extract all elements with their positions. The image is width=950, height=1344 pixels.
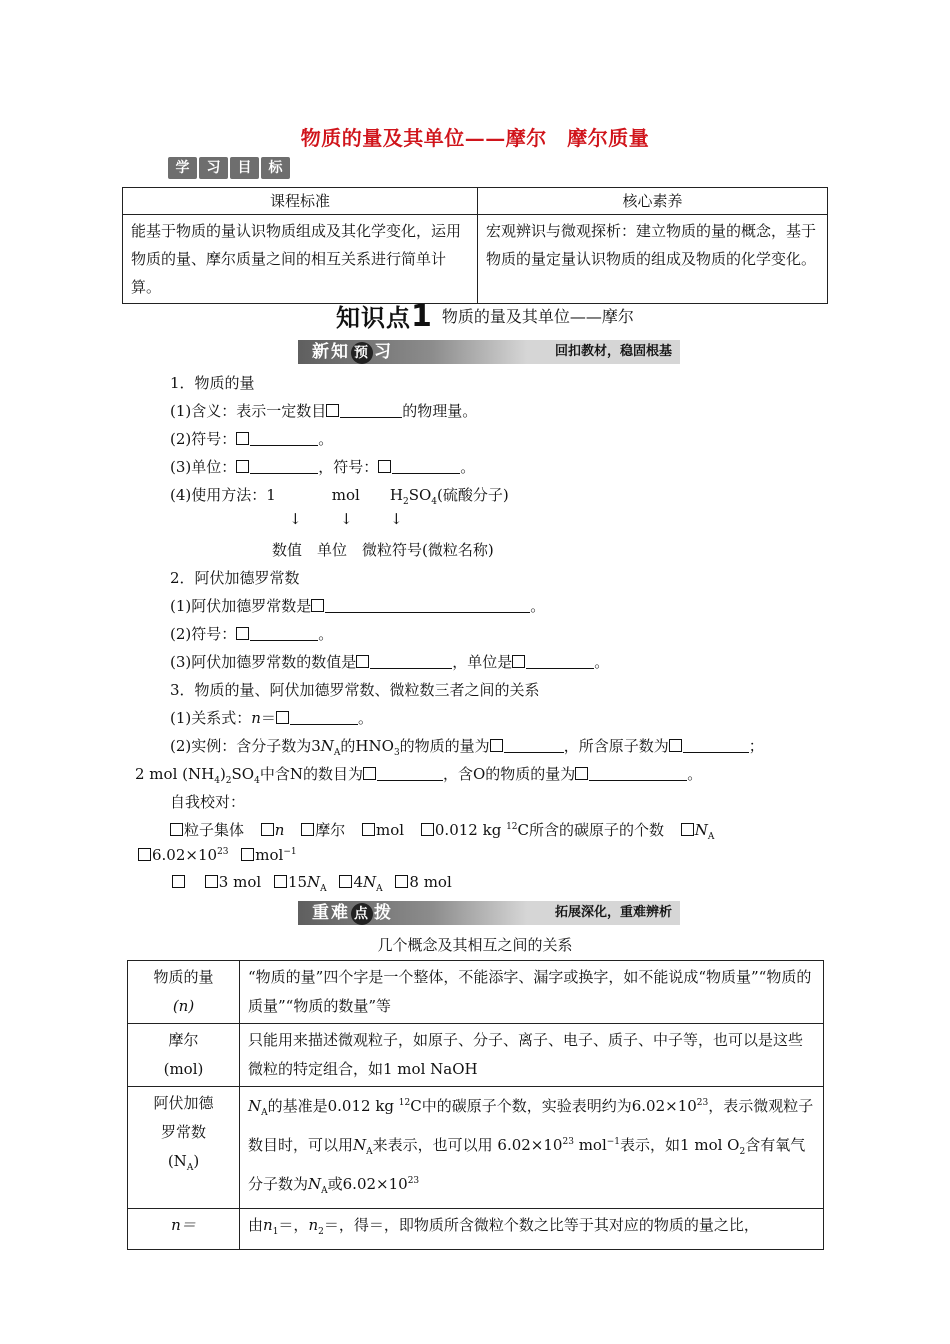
text-line: 2．阿伏加德罗常数: [170, 569, 300, 587]
text: 15: [287, 873, 308, 891]
superscript: −1: [283, 847, 297, 857]
text: N: [694, 821, 708, 839]
text: C中的碳原子个数，实验表明约为6.02×10: [410, 1097, 697, 1115]
text-line: [170, 456, 475, 477]
text: 。: [318, 625, 334, 643]
answer-box-icon: [301, 823, 314, 836]
blank: [370, 653, 452, 669]
knowledge-point-heading: [336, 298, 634, 334]
table-row: [128, 961, 824, 1024]
subscript: 4: [431, 497, 437, 507]
answers-line: [170, 819, 714, 842]
text: 的物理量。: [402, 402, 478, 420]
superscript: 12: [398, 1098, 411, 1108]
text: (4)使用方法：1: [170, 486, 276, 504]
answer-box-icon: [170, 823, 183, 836]
text: 6.02×10: [152, 846, 218, 864]
subscript: A: [320, 884, 327, 894]
text-line: [170, 400, 477, 421]
text: mol: [376, 821, 405, 839]
answer-box-icon: [276, 711, 289, 724]
text: mol: [255, 846, 284, 864]
header-literacy: 核心素养: [478, 188, 828, 215]
text: (2)符号：: [170, 430, 237, 448]
text: 。: [318, 430, 334, 448]
text: 来表示，也可以用 6.02×10: [372, 1136, 563, 1154]
kp-label: 知识点: [336, 304, 411, 332]
text: n: [251, 709, 261, 727]
answer-box-icon: [669, 739, 682, 752]
text: 由: [248, 1216, 264, 1234]
answer-box-icon: [236, 432, 249, 445]
text-line: [170, 484, 509, 507]
subscript: A: [707, 832, 715, 842]
text: ，表示微观粒子数目时，可以用: [248, 1097, 814, 1154]
text: (2)符号：: [170, 625, 237, 643]
text: ，单位是: [452, 653, 513, 671]
literacy-text: 宏观辨识与微观探析：建立物质的量的概念，基于物质的量定量认识物质的组成及物质的化学变化。: [478, 215, 828, 304]
subscript: A: [333, 748, 341, 758]
subscript: 2: [739, 1147, 746, 1157]
text: ＝，: [278, 1216, 309, 1234]
blank: [377, 765, 443, 781]
text: ，含O的物质的量为: [442, 765, 576, 783]
text: ): [193, 1152, 200, 1170]
superscript: 23: [696, 1098, 709, 1108]
header-curriculum: 课程标准: [123, 188, 478, 215]
text: mol: [331, 486, 360, 504]
text: (n): [172, 997, 195, 1015]
blank: [250, 430, 318, 446]
row-value: [240, 1087, 824, 1209]
bar-label: 拨: [374, 903, 393, 923]
text: (N: [167, 1152, 187, 1170]
subscript: 4: [214, 776, 220, 786]
text: ＝，得＝，即物质所含微粒个数之比等于其对应的物质的量之比，: [323, 1216, 759, 1234]
text: 4: [353, 873, 363, 891]
text: N: [308, 1175, 322, 1193]
subscript: A: [366, 1147, 373, 1157]
answers-line: [138, 846, 297, 864]
text-line: 1．物质的量: [170, 374, 255, 392]
learning-goals-badge: [168, 157, 290, 179]
answer-box-icon: [362, 823, 375, 836]
text: 的物质的量为: [399, 737, 490, 755]
superscript: 23: [217, 847, 229, 857]
blank: [683, 737, 749, 753]
text: 的基准是0.012 kg: [267, 1097, 399, 1115]
text: ): [219, 765, 226, 783]
text: 。: [460, 458, 476, 476]
row-key: [128, 961, 240, 1024]
text-line: [135, 763, 702, 786]
answer-box-icon: [681, 823, 694, 836]
badge-char: 目: [230, 157, 259, 179]
text: ，符号：: [318, 458, 379, 476]
text: 中含N的数目为: [259, 765, 363, 783]
arrow-down-icon: ↓: [340, 510, 353, 528]
blank: [504, 737, 564, 753]
text: N: [353, 1136, 367, 1154]
table-row: [128, 1087, 824, 1209]
text: N: [320, 737, 334, 755]
badge-char: 习: [199, 157, 228, 179]
text: 含有氧气分子数为: [248, 1136, 806, 1193]
subscript: 2: [225, 776, 232, 786]
row-value: “物质的量”四个字是一个整体，不能添字、漏字或换字，如不能说成“物质量”“物质的质量”“物质的数量”等: [240, 961, 824, 1024]
text: 。: [687, 765, 703, 783]
badge-char: 学: [168, 157, 197, 179]
text-line: [170, 651, 609, 672]
text: n: [308, 1216, 319, 1234]
text: 的HNO: [340, 737, 394, 755]
subscript: A: [376, 884, 383, 894]
blank: [392, 458, 460, 474]
text: 或6.02×10: [327, 1175, 408, 1193]
blank: [589, 765, 687, 781]
subscript: 4: [254, 776, 260, 786]
text: (1)关系式：: [170, 709, 252, 727]
answer-box-icon: [236, 460, 249, 473]
bar-dot: 点: [351, 903, 373, 925]
section-bar-key-points: [298, 901, 680, 925]
text: 摩尔: [168, 1031, 199, 1049]
text-line: [170, 623, 333, 644]
text: ＝: [260, 709, 276, 727]
row-value: [240, 1209, 824, 1250]
answer-box-icon: [311, 599, 324, 612]
answer-box-icon: [241, 848, 254, 861]
text: 。: [357, 709, 373, 727]
text: 摩尔: [315, 821, 346, 839]
answer-box-icon: [236, 627, 249, 640]
answer-box-icon: [205, 875, 218, 888]
bar-dot: 预: [351, 342, 373, 364]
text: ，所含原子数为: [563, 737, 669, 755]
text: N: [362, 873, 377, 891]
arrow-down-icon: ↓: [289, 510, 302, 528]
text: (1)含义：表示一定数目: [170, 402, 327, 420]
text-line: [170, 595, 545, 616]
subscript: A: [261, 1108, 268, 1118]
answer-box-icon: [378, 460, 391, 473]
table-row: [128, 1209, 824, 1250]
text: N: [248, 1097, 262, 1115]
answer-box-icon: [261, 823, 274, 836]
text-line: 自我校对：: [170, 793, 246, 811]
text: (mol): [163, 1060, 204, 1078]
row-key: [128, 1087, 240, 1209]
text: n: [274, 821, 285, 839]
text: (3)单位：: [170, 458, 237, 476]
subscript: 3: [393, 748, 400, 758]
text: H: [389, 486, 403, 504]
answer-box-icon: [339, 875, 352, 888]
bar-label: 习: [374, 342, 393, 362]
text: mol: [573, 1136, 607, 1154]
text: 罗常数: [160, 1123, 206, 1141]
table-row: [128, 1024, 824, 1087]
kp-subtitle: 物质的量及其单位——摩尔: [441, 307, 634, 326]
superscript: 23: [407, 1176, 420, 1186]
text: SO: [231, 765, 255, 783]
subscript: 2: [318, 1227, 324, 1237]
text: 阿伏加德: [153, 1094, 214, 1112]
row-key: [128, 1024, 240, 1087]
kp-number: 1: [411, 299, 432, 334]
subscript: 2: [402, 497, 409, 507]
subscript: A: [186, 1163, 194, 1173]
text: 2 mol (NH: [135, 765, 215, 783]
text: 粒子集体: [184, 821, 245, 839]
text: (3)阿伏加德罗常数的数值是: [170, 653, 357, 671]
text-line: [170, 428, 333, 449]
answer-box-icon: [138, 848, 151, 861]
answer-box-icon: [356, 655, 369, 668]
blank: [526, 653, 594, 669]
answer-box-icon: [575, 767, 588, 780]
section-bar-preview: [298, 340, 680, 364]
blank: [250, 625, 318, 641]
text-line: [170, 735, 764, 758]
table-caption: 几个概念及其相互之间的关系: [377, 936, 573, 954]
answer-box-icon: [274, 875, 287, 888]
row-key: n＝: [128, 1209, 240, 1250]
answer-box-icon: [490, 739, 503, 752]
concepts-table: [127, 960, 824, 1250]
curriculum-text: 能基于物质的量认识物质组成及其化学变化，运用物质的量、摩尔质量之间的相互关系进行简单计算。: [123, 215, 478, 304]
bar-slogan: 回扣教材，稳固根基: [554, 344, 672, 359]
blank: [290, 709, 358, 725]
blank: [340, 402, 402, 418]
answers-line: [172, 873, 452, 894]
text: 0.012 kg: [434, 821, 507, 839]
text: (2)实例：含分子数为3: [170, 737, 321, 755]
superscript: −1: [606, 1137, 621, 1147]
superscript: 23: [562, 1137, 574, 1147]
subscript: 1: [272, 1227, 279, 1237]
subscript: A: [321, 1186, 328, 1196]
bar-slogan: 拓展深化，重难辨析: [554, 905, 672, 920]
text: 表示，如1 mol O: [620, 1136, 740, 1154]
text: C所含的碳原子的个数: [517, 821, 664, 839]
answer-box-icon: [395, 875, 408, 888]
bar-label: 重难: [312, 903, 350, 923]
text-line: 数值 单位 微粒符号(微粒名称): [272, 541, 494, 559]
text: 3 mol: [218, 873, 262, 891]
text: 。: [594, 653, 610, 671]
blank: [250, 458, 318, 474]
text: 物质的量: [153, 968, 214, 986]
goals-table: [122, 187, 828, 304]
badge-char: 标: [261, 157, 290, 179]
text: n: [263, 1216, 273, 1234]
superscript: 12: [506, 822, 518, 832]
text: 8 mol: [409, 873, 452, 891]
arrow-down-icon: ↓: [390, 510, 403, 528]
text-line: [170, 707, 373, 728]
bar-label: 新知: [312, 342, 350, 362]
answer-box-icon: [172, 875, 185, 888]
blank: [325, 597, 530, 613]
answer-box-icon: [363, 767, 376, 780]
answer-box-icon: [512, 655, 525, 668]
text: 。: [530, 597, 546, 615]
text: ；: [748, 737, 764, 755]
text: SO: [408, 486, 432, 504]
row-value: 只能用来描述微观粒子，如原子、分子、离子、电子、质子、中子等，也可以是这些微粒的特定组合，如1 mol NaOH: [240, 1024, 824, 1087]
text: (硫酸分子): [437, 486, 509, 504]
page-title: 物质的量及其单位——摩尔 摩尔质量: [300, 126, 650, 150]
text: (1)阿伏加德罗常数是: [170, 597, 312, 615]
text: N: [307, 873, 321, 891]
answer-box-icon: [421, 823, 434, 836]
answer-box-icon: [326, 404, 339, 417]
text-line: 3．物质的量、阿伏加德罗常数、微粒数三者之间的关系: [170, 681, 540, 699]
